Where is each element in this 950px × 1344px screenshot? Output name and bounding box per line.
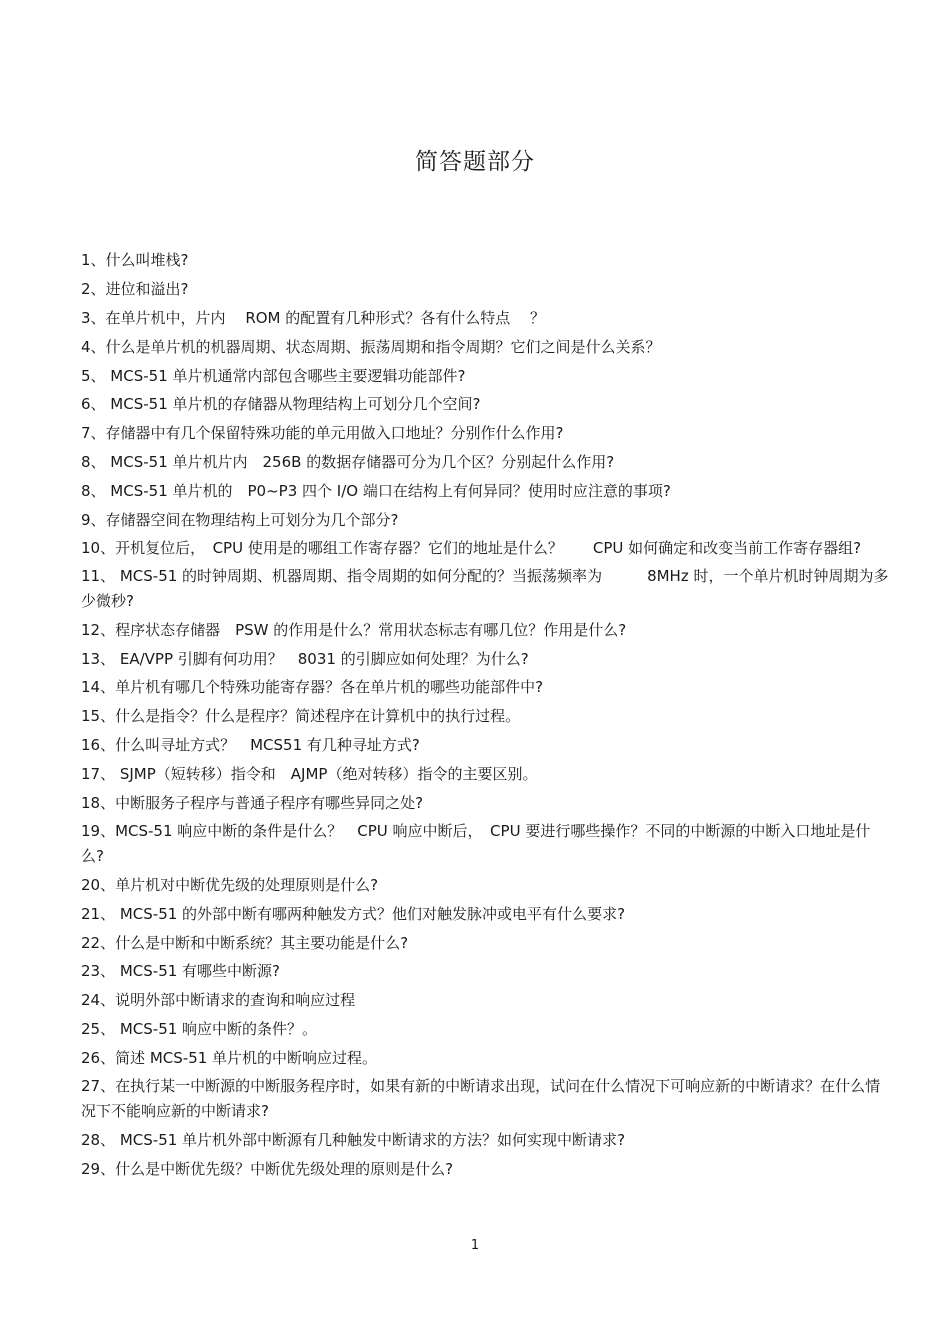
question-item: 12、程序状态存储器 PSW 的作用是什么？常用状态标志有哪几位？作用是什么? (81, 620, 627, 639)
page-number: 1 (470, 1238, 480, 1253)
question-item: 18、中断服务子程序与普通子程序有哪些异同之处? (81, 794, 424, 813)
question-item: 26、简述 MCS-51 单片机的中断响应过程。 (81, 1049, 378, 1068)
question-item: 19、MCS-51 响应中断的条件是什么？ CPU 响应中断后， CPU 要进行哪些操作？不同的中断源的中断入口地址是什么? (81, 821, 871, 865)
question-item: 8、 MCS-51 单片机的 P0~P3 四个 I/O 端口在结构上有何异同？使用时应注意的事项? (81, 482, 671, 501)
question-item: 6、 MCS-51 单片机的存储器从物理结构上可划分几个空间? (81, 395, 481, 414)
question-item: 11、 MCS-51 的时钟周期、机器周期、指令周期的如何分配的？当振荡频率为 8MHz 时，一个单片机时钟周期为多少微秒? (81, 566, 889, 610)
question-item: 20、单片机对中断优先级的处理原则是什么? (81, 875, 379, 894)
question-item: 27、在执行某一中断源的中断服务程序时，如果有新的中断请求出现，试问在什么情况下可响应新的中断请求？在什么情况下不能响应新的中断请求? (81, 1077, 881, 1121)
question-item: 23、 MCS-51 有哪些中断源? (81, 962, 281, 981)
question-item: 17、 SJMP（短转移）指令和 AJMP（绝对转移）指令的主要区别。 (81, 765, 538, 784)
question-item: 1、什么叫堆栈? (81, 251, 189, 269)
question-item: 8、 MCS-51 单片机片内 256B 的数据存储器可分为几个区？分别起什么作用? (81, 453, 615, 472)
question-item: 28、 MCS-51 单片机外部中断源有几种触发中断请求的方法？如何实现中断请求? (81, 1130, 626, 1149)
question-item: 24、说明外部中断请求的查询和响应过程 (81, 991, 356, 1010)
question-item: 10、开机复位后， CPU 使用是的哪组工作寄存器？它们的地址是什么？ CPU 如何确定和改变当前工作寄存器组? (81, 538, 862, 557)
question-item: 2、进位和溢出? (81, 279, 189, 298)
question-item: 21、 MCS-51 的外部中断有哪两种触发方式？他们对触发脉冲或电平有什么要求? (81, 904, 626, 923)
question-item: 5、 MCS-51 单片机通常内部包含哪些主要逻辑功能部件? (81, 366, 466, 385)
question-item: 4、什么是单片机的机器周期、状态周期、振荡周期和指令周期？它们之间是什么关系？ (81, 337, 661, 356)
question-item: 14、单片机有哪几个特殊功能寄存器？各在单片机的哪些功能部件中? (81, 678, 544, 697)
question-item: 3、在单片机中，片内 ROM 的配置有几种形式？各有什么特点 ？ (81, 308, 546, 327)
question-item: 15、什么是指令？什么是程序？简述程序在计算机中的执行过程。 (81, 707, 521, 726)
question-list (81, 247, 891, 1185)
question-item: 22、什么是中断和中断系统？其主要功能是什么? (81, 933, 409, 952)
question-item: 13、 EA/VPP 引脚有何功用？ 8031 的引脚应如何处理？为什么? (81, 649, 529, 668)
question-item: 7、存储器中有几个保留特殊功能的单元用做入口地址？分别作什么作用? (81, 424, 564, 443)
page-title: 简答题部分 (415, 149, 535, 175)
question-item: 29、什么是中断优先级？中断优先级处理的原则是什么? (81, 1159, 454, 1178)
question-item: 16、什么叫寻址方式？ MCS51 有几种寻址方式? (81, 736, 420, 755)
question-item: 9、存储器空间在物理结构上可划分为几个部分? (81, 511, 399, 530)
question-item: 25、 MCS-51 响应中断的条件？。 (81, 1020, 318, 1039)
